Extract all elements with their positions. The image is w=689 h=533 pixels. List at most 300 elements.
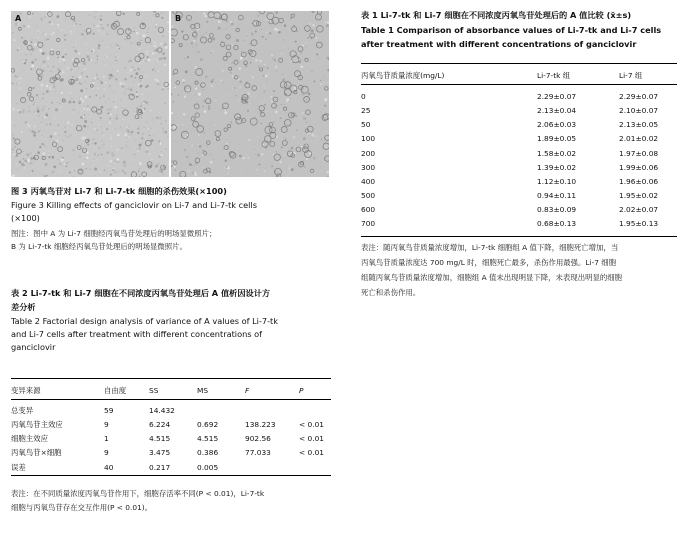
table-row [361,132,677,146]
micrograph-speck [91,97,92,98]
micrograph-speck [225,160,227,162]
micrograph-speck [28,161,30,163]
micrograph-speck [24,12,26,14]
micrograph-speck [263,65,265,67]
micrograph-speck [130,42,133,45]
table2-cell: 4.515 [149,434,171,444]
micrograph-speck [75,43,77,45]
micrograph-speck [257,154,260,157]
micrograph-speck [160,122,162,124]
micrograph-speck [124,43,125,44]
micrograph-speck [99,21,101,23]
micrograph-speck [119,42,122,45]
micrograph-speck [134,69,136,71]
micrograph-speck [134,26,136,28]
micrograph-speck [64,163,67,166]
micrograph-speck [12,121,14,123]
micrograph-speck [313,157,315,159]
micrograph-speck [117,161,119,163]
micrograph-speck [302,117,305,120]
micrograph-speck [324,98,327,101]
micrograph-speck [101,154,103,156]
micrograph-speck [255,153,256,154]
micrograph-speck [205,15,207,17]
table1-header-concentration: 丙氧鸟苷质量浓度(mg/L) [361,70,445,80]
micrograph-speck [73,32,74,33]
micrograph-speck [21,37,23,39]
micrograph-speck [41,123,43,125]
micrograph-speck [111,120,114,123]
micrograph-speck [124,39,126,41]
micrograph-speck [192,46,193,47]
micrograph-speck [160,172,161,173]
micrograph-speck [30,157,33,160]
table2-header-p: P [299,385,304,395]
micrograph-speck [55,90,56,91]
micrograph-speck [30,41,32,43]
micrograph-speck [46,85,48,87]
micrograph-speck [106,146,107,147]
micrograph-speck [148,104,149,105]
micrograph-speck [261,153,263,155]
micrograph-speck [316,136,318,138]
micrograph-speck [231,121,233,123]
micrograph-speck [61,78,64,81]
micrograph-speck [268,73,269,74]
micrograph-speck [38,30,40,32]
table2-bottom-rule [11,475,331,476]
micrograph-speck [75,68,77,70]
micrograph-speck [31,61,34,64]
micrograph-speck [182,124,184,126]
micrograph-speck [48,63,49,64]
micrograph-speck [14,146,16,148]
micrograph-speck [87,108,89,110]
micrograph-speck [145,74,147,76]
micrograph-speck [299,116,301,118]
micrograph-speck [20,77,22,79]
micrograph-speck [96,62,98,64]
micrograph-speck [31,68,33,70]
micrograph-speck [89,116,90,117]
table1-cell: 700 [361,219,376,229]
micrograph-speck [53,174,55,176]
table1-header-li7tk: Li-7-tk 组 [537,70,571,80]
table1-cell: 0.68±0.13 [537,219,577,229]
micrograph-speck [73,101,76,104]
micrograph-speck [265,32,266,33]
micrograph-speck [243,157,245,159]
micrograph-speck [25,24,27,26]
micrograph-speck [71,102,72,103]
micrograph-speck [71,98,72,99]
micrograph-speck [79,76,82,79]
micrograph-speck [308,92,311,95]
micrograph-speck [208,107,211,110]
micrograph-speck [71,68,73,70]
micrograph-speck [26,162,27,163]
micrograph-speck [124,172,126,174]
micrograph-speck [200,115,202,117]
micrograph-speck [282,45,284,47]
micrograph-speck [37,21,38,22]
micrograph-speck [269,32,271,34]
micrograph-speck [148,96,149,97]
table2-title-cn-line2: 差分析 [11,302,36,312]
micrograph-speck [181,129,183,131]
micrograph-speck [195,88,197,90]
micrograph-speck [252,27,254,29]
micrograph-speck [85,96,88,99]
micrograph-speck [149,114,151,116]
micrograph-speck [21,163,24,166]
micrograph-speck [143,71,144,72]
micrograph-speck [164,43,167,46]
micrograph-speck [101,81,104,84]
micrograph-speck [47,57,50,60]
micrograph-speck [82,137,85,140]
micrograph-speck [162,88,164,90]
micrograph-speck [34,131,37,134]
micrograph-speck [311,70,314,73]
micrograph-speck [33,139,34,140]
micrograph-speck [315,142,317,144]
micrograph-speck [307,139,308,140]
micrograph-speck [85,38,86,39]
micrograph-speck [110,89,112,91]
micrograph-speck [116,44,117,45]
micrograph-speck [306,158,308,160]
micrograph-speck [264,104,266,106]
table2-cell: 误差 [11,462,26,472]
micrograph-speck [12,155,13,156]
micrograph-speck [161,17,163,19]
micrograph-speck [42,109,45,112]
micrograph-speck [255,108,257,110]
table2-cell: 59 [104,405,114,415]
table2-cell: 14.432 [149,405,175,415]
micrograph-speck [128,126,129,127]
micrograph-speck [92,33,94,35]
micrograph-speck [93,128,96,131]
micrograph-speck [147,32,148,33]
micrograph-speck [85,168,87,170]
micrograph-speck [141,142,143,144]
micrograph-speck [300,77,301,78]
micrograph-speck [101,54,103,56]
micrograph-speck [152,53,154,55]
table2-title-cn-line1: 表 2 Li-7-tk 和 Li-7 细胞在不同浓度丙氧鸟苷处理后 A 值析因设计方 [11,288,271,298]
micrograph-speck [61,29,62,30]
micrograph-speck [192,144,193,145]
micrograph-speck [95,94,97,96]
table1-cell: 300 [361,162,376,172]
table1-cell: 1.89±0.05 [537,134,577,144]
micrograph-speck [139,63,140,64]
micrograph-speck [156,116,159,119]
micrograph-speck [17,170,18,171]
micrograph-speck [42,118,43,119]
micrograph-speck [283,39,284,40]
micrograph-speck [94,110,95,111]
table1-top-rule [361,63,677,64]
table-row [361,160,677,174]
micrograph-speck [98,47,100,49]
micrograph-speck [93,160,94,161]
micrograph-speck [22,51,23,52]
micrograph-speck [28,105,29,106]
table1-cell: 1.95±0.02 [619,191,659,201]
micrograph-speck [130,162,132,164]
micrograph-speck [301,146,303,148]
micrograph-speck [96,129,98,131]
micrograph-speck [258,66,260,68]
micrograph-speck [76,38,79,41]
micrograph-speck [320,87,321,88]
micrograph-speck [130,75,132,77]
micrograph-speck [34,102,35,103]
micrograph-speck [307,37,309,39]
micrograph-speck [267,67,269,69]
micrograph-speck [115,78,118,81]
micrograph-speck [150,128,151,129]
micrograph-speck [65,107,67,109]
micrograph-speck [313,80,315,82]
table2-cell: 0.217 [149,462,171,472]
micrograph-speck [88,114,89,115]
micrograph-speck [97,159,98,160]
table-row [361,189,677,203]
micrograph-speck [13,153,15,155]
table1-cell: 2.10±0.07 [619,105,659,115]
micrograph-speck [72,61,73,62]
micrograph-speck [11,152,12,153]
micrograph-speck [165,131,167,133]
micrograph-speck [138,68,140,70]
micrograph-speck [324,105,326,107]
micrograph-speck [130,48,131,49]
micrograph-speck [210,154,211,155]
micrograph-speck [198,153,199,154]
table2-cell: 丙氧鸟苷主效应 [11,419,63,429]
table-row [361,146,677,160]
micrograph-speck [181,72,182,73]
micrograph-speck [42,152,45,155]
micrograph-speck [277,29,280,32]
micrograph-speck [87,105,89,107]
micrograph-panel-a [11,11,169,177]
micrograph-speck [113,155,115,157]
micrograph-speck [322,144,323,145]
micrograph-speck [195,66,198,69]
micrograph-speck [87,12,88,13]
micrograph-speck [248,139,251,142]
micrograph-speck [94,17,96,19]
micrograph-speck [83,86,84,87]
micrograph-speck [64,34,66,36]
micrograph-speck [151,24,154,27]
micrograph-speck [40,129,41,130]
panel-b-label: B [175,14,182,23]
micrograph-speck [160,87,161,88]
micrograph-speck [32,13,34,15]
table2-cell [299,403,331,417]
micrograph-speck [126,137,127,138]
micrograph-speck [230,72,232,74]
micrograph-speck [53,84,54,85]
micrograph-speck [195,44,197,46]
table2-cell: 总变异 [11,405,34,415]
table2 [11,383,331,474]
micrograph-speck [249,103,251,105]
micrograph-speck [41,84,44,87]
micrograph-speck [39,49,42,52]
table1-cell: 0 [361,91,366,101]
micrograph-speck [146,94,147,95]
micrograph-speck [135,140,136,141]
micrograph-speck [22,61,24,63]
micrograph-speck [212,38,215,41]
micrograph-speck [152,20,154,22]
micrograph-speck [239,144,240,145]
table1-cell: 2.13±0.05 [619,120,659,130]
micrograph-speck [27,25,29,27]
micrograph-speck [62,56,65,59]
micrograph-speck [121,89,122,90]
micrograph-speck [13,137,15,139]
micrograph-speck [226,143,228,145]
micrograph-speck [143,127,144,128]
micrograph-speck [211,81,213,83]
micrograph-speck [73,47,74,48]
micrograph-speck [101,147,102,148]
table-row [11,460,331,474]
micrograph-speck [18,175,20,177]
micrograph-speck [35,39,36,40]
micrograph-speck [110,138,112,140]
table1-cell: 2.13±0.04 [537,105,577,115]
micrograph-speck [139,144,142,147]
micrograph-speck [280,52,282,54]
micrograph-speck [152,69,154,71]
micrograph-speck [16,76,17,77]
micrograph-speck [30,152,32,154]
micrograph-speck [294,87,296,89]
table2-cell: 细胞主效应 [11,434,48,444]
micrograph-speck [183,52,184,53]
micrograph-speck [259,60,261,62]
micrograph-speck [266,79,268,81]
micrograph-speck [32,166,33,167]
micrograph-speck [164,102,166,104]
micrograph-speck [17,69,18,70]
micrograph-speck [222,70,224,72]
micrograph-panel-b [171,11,329,177]
micrograph-speck [61,174,64,177]
micrograph-speck [264,171,265,172]
micrograph-speck [102,143,104,145]
micrograph-speck [162,53,164,55]
micrograph-speck [71,124,73,126]
micrograph-speck [22,109,24,111]
micrograph-speck [141,93,143,95]
micrograph-speck [67,136,69,138]
micrograph-speck [48,21,51,24]
micrograph-speck [276,70,278,72]
micrograph-speck [86,136,87,137]
micrograph-speck [65,54,67,56]
micrograph-speck [254,97,255,98]
micrograph-speck [93,132,94,133]
micrograph-speck [102,40,104,42]
micrograph-speck [117,70,119,72]
micrograph-speck [112,70,113,71]
micrograph-speck [73,135,76,138]
micrograph-speck [12,134,13,135]
micrograph-speck [252,76,254,78]
micrograph-speck [218,166,219,167]
micrograph-speck [123,48,125,50]
micrograph-speck [79,102,81,104]
micrograph-speck [215,124,216,125]
micrograph-speck [213,159,214,160]
micrograph-speck [243,40,244,41]
micrograph-speck [46,112,48,114]
micrograph-speck [236,39,239,42]
micrograph-speck [46,175,48,177]
micrograph-speck [131,131,134,134]
micrograph-speck [79,100,81,102]
micrograph-speck [144,156,145,157]
micrograph-speck [61,164,63,166]
micrograph-speck [271,165,273,167]
micrograph-speck [111,146,112,147]
micrograph-speck [41,143,43,145]
micrograph-speck [109,23,110,24]
micrograph-speck [59,135,60,136]
micrograph-speck [116,114,119,117]
micrograph-speck [295,41,297,43]
micrograph-speck [19,51,21,53]
micrograph-speck [206,32,207,33]
micrograph-speck [65,165,67,167]
micrograph-speck [129,165,130,166]
micrograph-speck [89,168,91,170]
micrograph-speck [319,57,320,58]
micrograph-speck [37,37,38,38]
micrograph-speck [154,49,157,52]
micrograph-speck [215,100,217,102]
micrograph-speck [156,59,157,60]
micrograph-speck [43,60,46,63]
micrograph-speck [168,164,169,165]
micrograph-speck [103,88,106,91]
micrograph-speck [51,102,53,104]
micrograph-speck [125,145,127,147]
micrograph-speck [114,128,115,129]
micrograph-speck [204,110,207,113]
micrograph-speck [33,134,36,137]
table2-cell: 77.033 [245,448,271,458]
micrograph-speck [84,81,86,83]
micrograph-speck [48,36,49,37]
micrograph-speck [141,117,142,118]
micrograph-speck [83,108,85,110]
micrograph-speck [151,139,154,142]
micrograph-speck [160,30,161,31]
micrograph-speck [91,50,93,52]
micrograph-speck [162,35,164,37]
